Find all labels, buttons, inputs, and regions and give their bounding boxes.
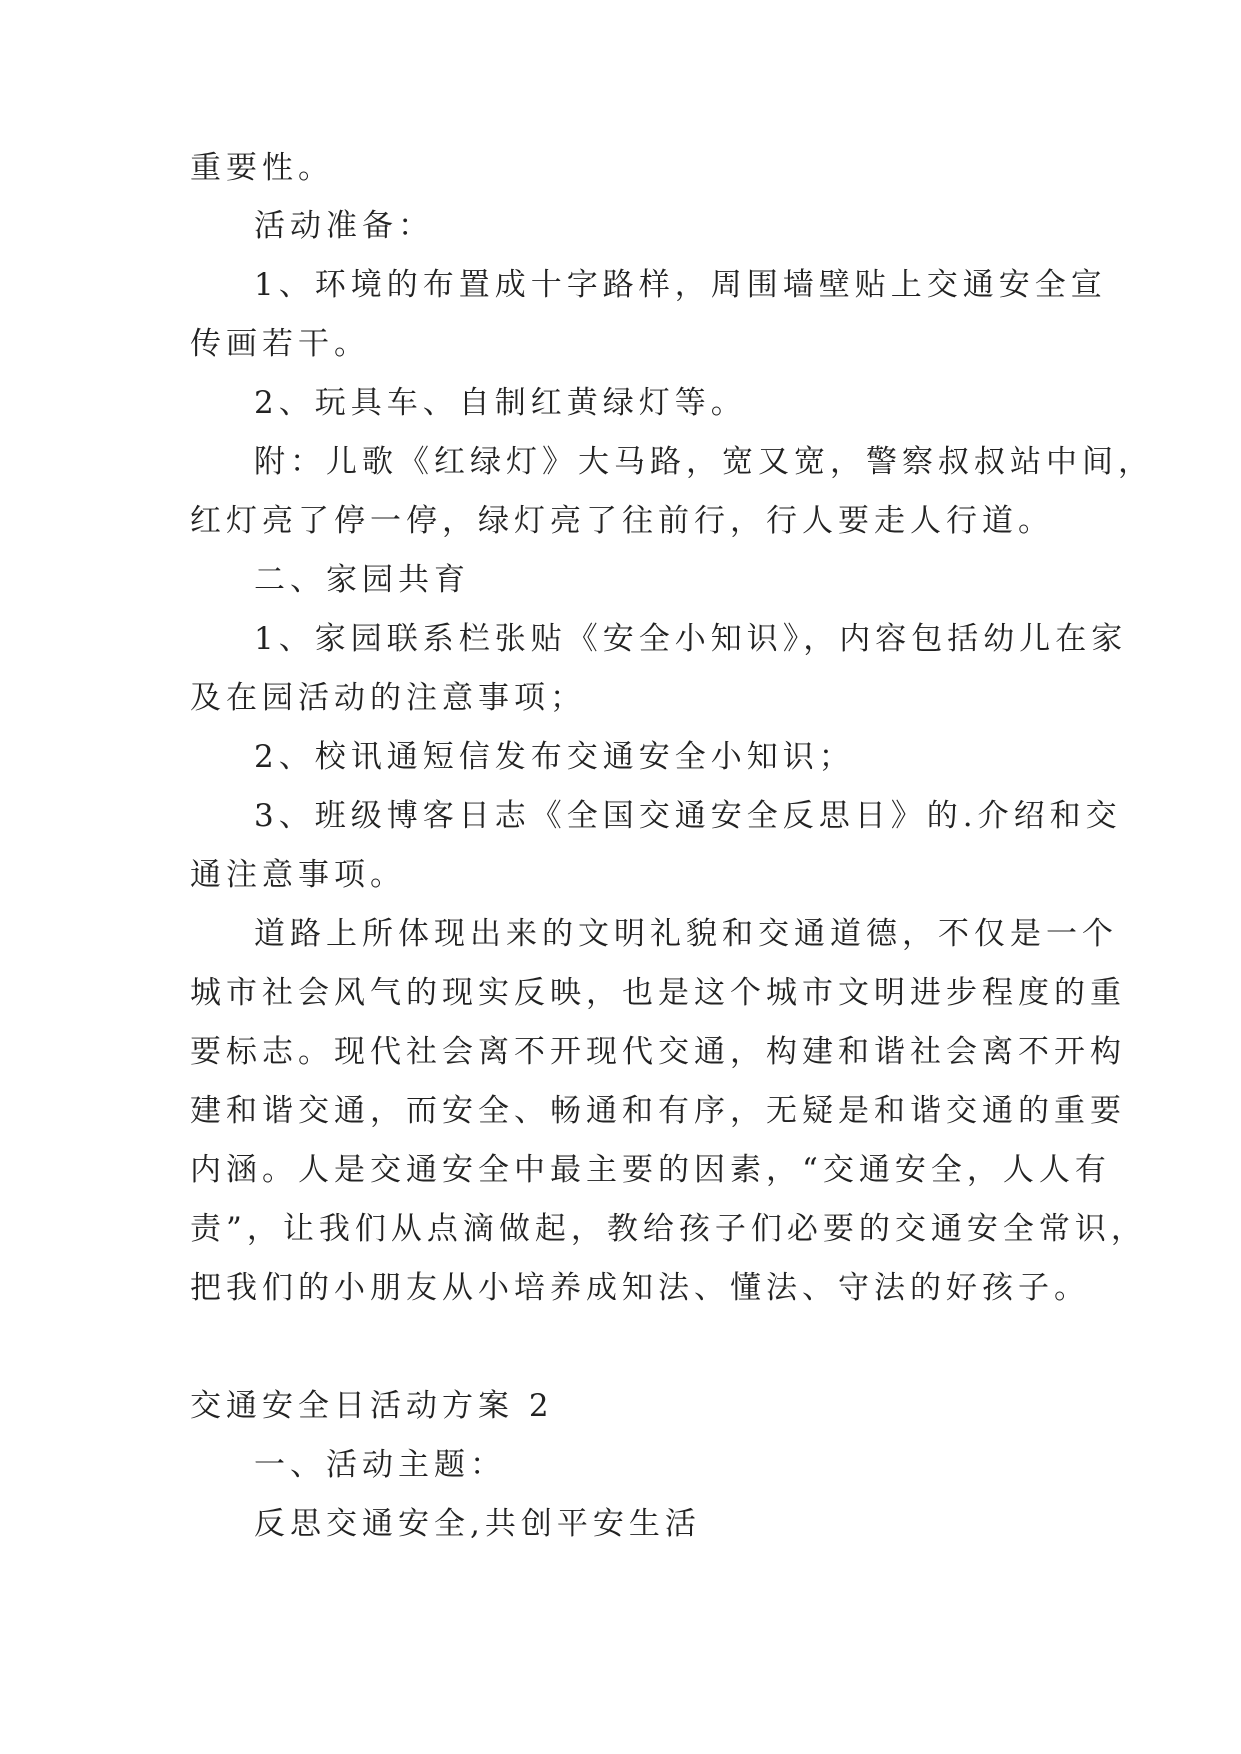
text-line-1: 重要性。	[190, 150, 334, 186]
text-line-10: 及在园活动的注意事项；	[190, 680, 586, 716]
text-line-22: 反思交通安全,共创平安生活	[254, 1506, 701, 1542]
text-line-9: 1、家园联系栏张贴《安全小知识》，内容包括幼儿在家	[254, 621, 1128, 657]
text-line-7: 红灯亮了停一停，绿灯亮了往前行，行人要走人行道。	[190, 503, 1054, 539]
text-line-12: 3、班级博客日志《全国交通安全反思日》的.介绍和交	[254, 798, 1122, 834]
text-line-16: 要标志。现代社会离不开现代交通，构建和谐社会离不开构	[190, 1034, 1126, 1070]
text-line-8: 二、家园共育	[254, 562, 470, 598]
text-line-13: 通注意事项。	[190, 857, 406, 893]
text-line-18: 内涵。人是交通安全中最主要的因素，“交通安全，人人有	[190, 1152, 1111, 1188]
text-line-4: 传画若干。	[190, 326, 370, 362]
text-line-20: 把我们的小朋友从小培养成知法、懂法、守法的好孩子。	[190, 1270, 1090, 1306]
text-line-21: 一、活动主题：	[254, 1447, 506, 1483]
text-line-15: 城市社会风气的现实反映，也是这个城市文明进步程度的重	[190, 975, 1126, 1011]
text-line-2: 活动准备：	[254, 208, 434, 244]
text-line-11: 2、校讯通短信发布交通安全小知识；	[254, 739, 855, 775]
text-line-19: 责”，让我们从点滴做起，教给孩子们必要的交通安全常识，	[190, 1211, 1147, 1247]
text-line-5: 2、玩具车、自制红黄绿灯等。	[254, 385, 747, 421]
text-line-14: 道路上所体现出来的文明礼貌和交通道德，不仅是一个	[254, 916, 1118, 952]
text-line-17: 建和谐交通，而安全、畅通和有序，无疑是和谐交通的重要	[190, 1093, 1126, 1129]
text-line-6: 附：儿歌《红绿灯》大马路，宽又宽，警察叔叔站中间，	[254, 444, 1154, 480]
text-line-3: 1、环境的布置成十字路样，周围墙壁贴上交通安全宣	[254, 267, 1107, 303]
section-heading: 交通安全日活动方案 2	[190, 1388, 554, 1424]
